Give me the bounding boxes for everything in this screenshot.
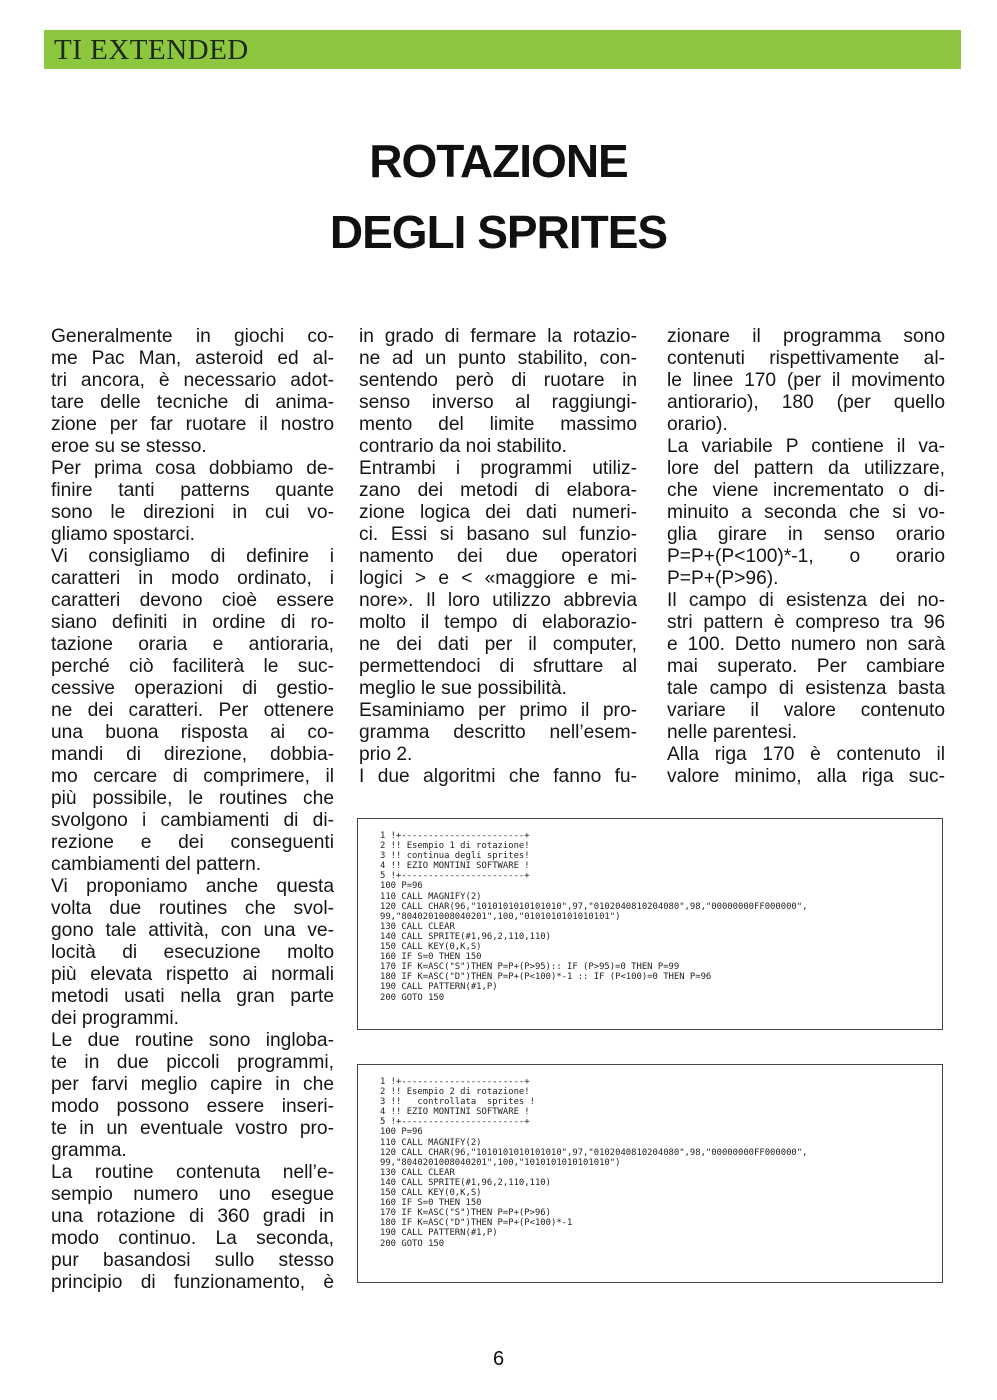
text-line: sono le direzioni in cui vo- (51, 502, 334, 523)
text-line: P=P+(P>96). (667, 568, 779, 589)
code-line: 5 !+-----------------------+ (380, 1117, 530, 1128)
text-line: una rotazione di 360 gradi in (51, 1206, 334, 1227)
text-line: orario). (667, 414, 728, 435)
code-line: 3 !! controllata sprites ! (380, 1097, 535, 1108)
text-line: Esaminiamo per primo il pro- (359, 700, 637, 721)
text-line: volta due routines che svol- (51, 898, 334, 919)
text-line: siano definiti in ordine di ro- (51, 612, 334, 633)
text-line: metodi usati nella gran parte (51, 986, 334, 1007)
text-line: logici > e < «maggiore e mi- (359, 568, 637, 589)
text-line: minuito a seconda che si vo- (667, 502, 945, 523)
text-line: perché ciò faciliterà le suc- (51, 656, 334, 677)
text-line: contenuti rispettivamente al- (667, 348, 945, 369)
text-line: nore». Il loro utilizzo abbrevia (359, 590, 637, 611)
code-line: 120 CALL CHAR(96,"1010101010101010",97,"0102040810204080",98,"00000000FF000000", (380, 901, 808, 912)
code-line: 1 !+-----------------------+ (380, 1077, 530, 1087)
text-line: stri pattern è compreso tra 96 (667, 612, 945, 633)
text-line: ne dei caratteri. Per ottenere (51, 700, 334, 721)
code-line: 150 CALL KEY(0,K,S) (380, 1188, 482, 1199)
text-line: tri ancora, è necessario adot- (51, 370, 334, 391)
code-line: 120 CALL CHAR(96,"1010101010101010",97,"0102040810204080",98,"00000000FF000000", (380, 1147, 808, 1158)
text-line: meglio le sue possibilità. (359, 678, 567, 699)
code-line: 99,"8040201008040201",100,"1010101010101010") (380, 1157, 621, 1168)
code-line: 100 P=96 (380, 1127, 423, 1138)
code-line: 2 !! Esempio 1 di rotazione! (380, 841, 530, 852)
page-number: 6 (492, 1348, 505, 1370)
text-line: te in un eventuale vostro pro- (51, 1118, 334, 1139)
text-column-3 (667, 326, 945, 788)
text-line: svolgono i cambiamenti di di- (51, 810, 334, 831)
text-line: principio di funzionamento, è (51, 1272, 334, 1293)
text-line: zione logica dei dati numeri- (359, 502, 637, 523)
text-line: mo cercare di comprimere, il (51, 766, 334, 787)
code-line: 130 CALL CLEAR (380, 921, 455, 932)
code-line: 180 IF K=ASC("D")THEN P=P+(P<100)*-1 :: IF (P<100)=0 THEN P=96 (380, 972, 712, 983)
text-line: le linee 170 (per il movimento (667, 370, 945, 391)
text-line: in grado di fermare la rotazio- (359, 326, 637, 347)
code-line: 110 CALL MAGNIFY(2) (380, 1137, 482, 1148)
text-line: caratteri in modo ordinato, i (51, 568, 334, 589)
text-line: nelle parentesi. (667, 722, 798, 743)
text-line: ne ad un punto stabilito, con- (359, 348, 637, 369)
text-line: per farvi meglio capire in che (51, 1074, 334, 1095)
text-line: La routine contenuta nell’e- (51, 1162, 334, 1183)
text-line: I due algoritmi che fanno fu- (359, 766, 637, 787)
code-line: 150 CALL KEY(0,K,S) (380, 942, 482, 953)
code-line: 130 CALL CLEAR (380, 1167, 455, 1178)
code-line: 1 !+-----------------------+ (380, 831, 530, 841)
code-line: 170 IF K=ASC("S")THEN P=P+(P>96) (380, 1208, 551, 1219)
text-line: P=P+(P<100)*-1, o orario (667, 546, 945, 567)
text-line: contrario da noi stabilito. (359, 436, 567, 457)
code-line: 110 CALL MAGNIFY(2) (380, 891, 482, 902)
text-line: Le due routine sono ingloba- (51, 1030, 334, 1051)
text-line: glia girare in senso orario (667, 524, 945, 545)
text-line: gramma descritto nell’esem- (359, 722, 637, 743)
text-line: zano dei metodi di elabora- (359, 480, 637, 501)
code-line: 140 CALL SPRITE(#1,96,2,110,110) (380, 1177, 551, 1188)
text-column-1 (51, 326, 334, 1294)
article-title-line-2: DEGLI SPRITES (329, 206, 668, 258)
text-line: Per prima cosa dobbiamo de- (51, 458, 334, 479)
text-line: sempio numero uno esegue (51, 1184, 334, 1205)
text-line: tazione oraria e antioraria, (51, 634, 334, 655)
text-line: sentendo però di ruotare in (359, 370, 637, 391)
text-line: tare delle tecniche di anima- (51, 392, 334, 413)
text-line: permettendoci di sfruttare al (359, 656, 637, 677)
text-line: valore minimo, alla riga suc- (667, 766, 945, 787)
text-line: tale campo di esistenza basta (667, 678, 945, 699)
text-line: che viene incrementato o di- (667, 480, 945, 501)
text-line: più elevata rispetto ai normali (51, 964, 334, 985)
program-listing-1 (357, 818, 943, 1030)
code-line: 200 GOTO 150 (380, 992, 445, 1003)
text-line: modo possono essere inseri- (51, 1096, 334, 1117)
text-line: ci. Essi si basano sul funzio- (359, 524, 637, 545)
code-line: 200 GOTO 150 (380, 1238, 445, 1249)
text-line: antiorario), 180 (per quello (667, 392, 945, 413)
text-line: cessive operazioni di gestio- (51, 678, 334, 699)
text-line: locità di esecuzione molto (51, 942, 334, 963)
text-line: dei programmi. (51, 1008, 179, 1029)
code-line: 4 !! EZIO MONTINI SOFTWARE ! (380, 861, 530, 872)
text-line: mai superato. Per cambiare (667, 656, 945, 677)
text-line: namento dei due operatori (359, 546, 637, 567)
text-line: rezione e dei conseguenti (51, 832, 334, 853)
text-column-2 (359, 326, 637, 788)
code-line: 160 IF S=0 THEN 150 (380, 952, 482, 963)
section-label: TI EXTENDED (54, 34, 249, 66)
text-line: zione per far ruotare il nostro (51, 414, 334, 435)
text-line: variare il valore contenuto (667, 700, 945, 721)
text-line: gono tale attività, con una ve- (51, 920, 334, 941)
text-line: te in due piccoli programmi, (51, 1052, 334, 1073)
text-line: più possibile, le routines che (51, 788, 334, 809)
text-line: mandi di direzione, dobbia- (51, 744, 334, 765)
code-line: 190 CALL PATTERN(#1,P) (380, 1228, 498, 1239)
code-line: 5 !+-----------------------+ (380, 871, 530, 882)
text-line: caratteri devono cioè essere (51, 590, 334, 611)
code-line: 3 !! continua degli sprites! (380, 851, 530, 862)
text-line: una buona risposta ai co- (51, 722, 334, 743)
code-line: 4 !! EZIO MONTINI SOFTWARE ! (380, 1107, 530, 1118)
section-banner (44, 30, 961, 69)
text-line: molto il tempo di elaborazio- (359, 612, 637, 633)
text-line: lore del pattern da utilizzare, (667, 458, 945, 479)
text-line: me Pac Man, asteroid ed al- (51, 348, 334, 369)
text-line: La variabile P contiene il va- (667, 436, 945, 457)
text-line: pur basandosi sullo stesso (51, 1250, 334, 1271)
text-line: zionare il programma sono (667, 326, 945, 347)
code-block-1 (358, 819, 942, 1003)
text-line: finire tanti patterns quante (51, 480, 334, 501)
text-line: prio 2. (359, 744, 413, 765)
text-line: e 100. Detto numero non sarà (667, 634, 945, 655)
code-line: 140 CALL SPRITE(#1,96,2,110,110) (380, 931, 551, 942)
article-title-line-1: ROTAZIONE (369, 135, 628, 187)
code-block-2 (358, 1065, 942, 1249)
text-line: Il campo di esistenza dei no- (667, 590, 945, 611)
code-line: 99,"8040201008040201",100,"0101010101010101") (380, 911, 621, 922)
text-line: senso inverso al raggiungi- (359, 392, 637, 413)
text-line: Vi proponiamo anche questa (51, 876, 334, 897)
code-line: 100 P=96 (380, 881, 423, 892)
text-line: gliamo spostarci. (51, 524, 195, 545)
text-line: gramma. (51, 1140, 127, 1161)
code-line: 180 IF K=ASC("D")THEN P=P+(P<100)*-1 (380, 1218, 573, 1229)
text-line: eroe su se stesso. (51, 436, 207, 457)
text-line: Alla riga 170 è contenuto il (667, 744, 945, 765)
code-line: 2 !! Esempio 2 di rotazione! (380, 1087, 530, 1098)
program-listing-2 (357, 1064, 943, 1283)
code-line: 190 CALL PATTERN(#1,P) (380, 982, 498, 993)
code-line: 170 IF K=ASC("S")THEN P=P+(P>95):: IF (P>95)=0 THEN P=99 (380, 962, 680, 973)
code-line: 160 IF S=0 THEN 150 (380, 1198, 482, 1209)
text-line: mento del limite massimo (359, 414, 637, 435)
text-line: modo continuo. La seconda, (51, 1228, 334, 1249)
text-line: Generalmente in giochi co- (51, 326, 334, 347)
text-line: ne dei dati per il computer, (359, 634, 637, 655)
text-line: Entrambi i programmi utiliz- (359, 458, 637, 479)
text-line: Vi consigliamo di definire i (51, 546, 334, 567)
text-line: cambiamenti del pattern. (51, 854, 262, 875)
